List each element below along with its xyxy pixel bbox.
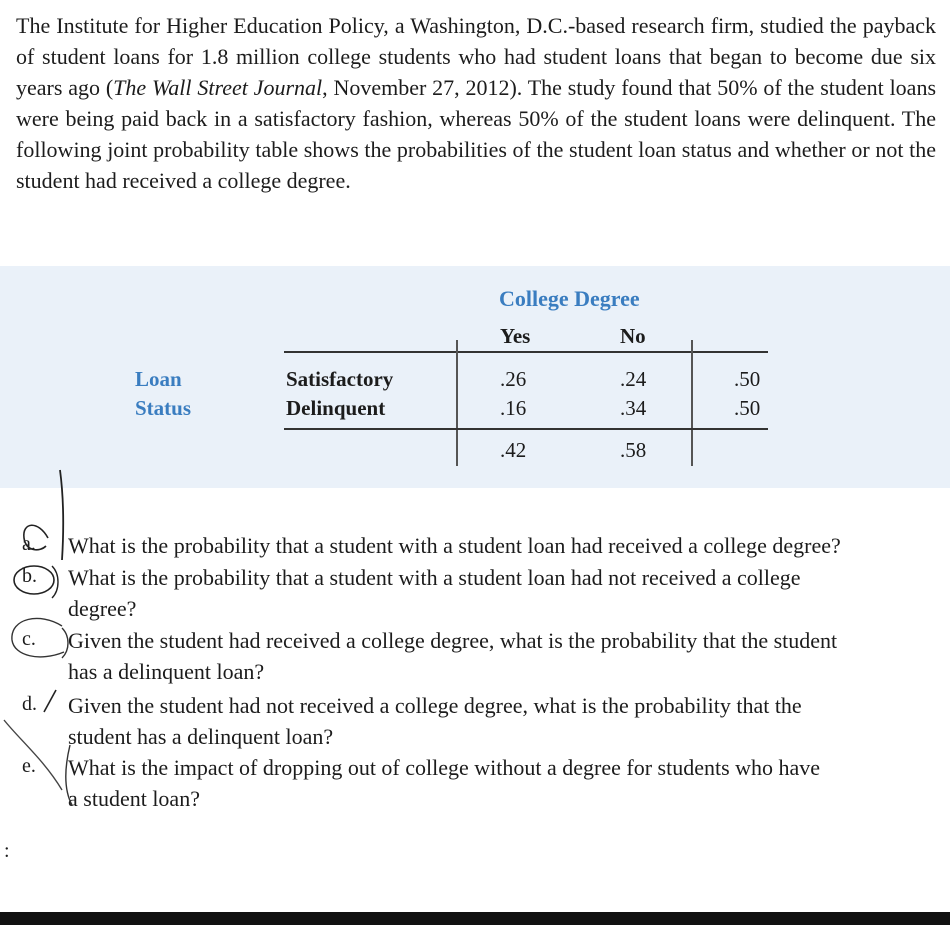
question-e-line1: What is the impact of dropping out of college without a degree for students who have [68, 755, 821, 780]
question-c-line2: has a delinquent loan? [68, 659, 265, 684]
cell-satisfactory-no: .24 [620, 367, 647, 391]
cell-delinquent-no: .34 [620, 396, 647, 420]
question-a-text: What is the probability that a student with a student loan had received a college degree? [68, 533, 841, 558]
pen-circle-c [12, 618, 64, 656]
question-c [68, 625, 938, 687]
question-b-line2: degree? [68, 596, 137, 621]
row-group-label-status: Status [135, 396, 192, 420]
question-b [68, 562, 938, 624]
question-e-line2: a student loan? [68, 786, 200, 811]
question-label-a: a. [22, 533, 36, 555]
question-e [68, 752, 938, 814]
cell-delinquent-yes: .16 [500, 396, 527, 420]
column-header-no: No [620, 324, 646, 348]
row-group-label-loan: Loan [135, 367, 182, 391]
question-label-d: d. [22, 693, 37, 715]
question-b-line1: What is the probability that a student with a student loan had not received a college [68, 565, 801, 590]
pen-stroke-d [44, 690, 56, 712]
stray-mark: : [4, 840, 10, 862]
question-label-c: c. [22, 628, 36, 650]
right-column-rule [691, 340, 693, 466]
totals-rule [284, 428, 768, 430]
cell-delinquent-total: .50 [734, 396, 761, 420]
row-label-delinquent: Delinquent [286, 396, 386, 420]
question-a [68, 530, 938, 561]
joint-probability-table [0, 266, 950, 488]
column-group-header: College Degree [499, 286, 640, 311]
cell-total-no: .58 [620, 438, 647, 462]
column-header-yes: Yes [500, 324, 531, 348]
cell-satisfactory-yes: .26 [500, 367, 527, 391]
question-c-line1: Given the student had received a college degree, what is the probability that the student [68, 628, 838, 653]
intro-text-before: The Institute for Higher Education Policy, a Washington, D.C.-based research firm, studied the payback of student loans for 1.8 million college students who had student loans that began to become due six years ago ( [16, 13, 936, 100]
question-label-b: b. [22, 565, 37, 587]
question-d-line1: Given the student had not received a college degree, what is the probability that the [68, 693, 802, 718]
question-d [68, 690, 938, 752]
problem-intro [16, 10, 936, 196]
question-label-e: e. [22, 755, 36, 777]
pen-stroke-b-arc [52, 566, 58, 598]
cell-satisfactory-total: .50 [734, 367, 761, 391]
intro-citation: The Wall Street Journal [113, 75, 323, 100]
bottom-bar [0, 912, 950, 925]
left-column-rule [456, 340, 458, 466]
cell-total-yes: .42 [500, 438, 527, 462]
header-rule [284, 351, 768, 353]
question-d-line2: student has a delinquent loan? [68, 724, 334, 749]
intro-text-after: , November 27, 2012). The study found that 50% of the student loans were being paid back in a satisfactory fashion, whereas 50% of the student loans were delinquent. The following joint probability table shows the probabilities of the student loan status and whether or not the student had received a college degree. [16, 75, 937, 193]
row-label-satisfactory: Satisfactory [286, 367, 394, 391]
